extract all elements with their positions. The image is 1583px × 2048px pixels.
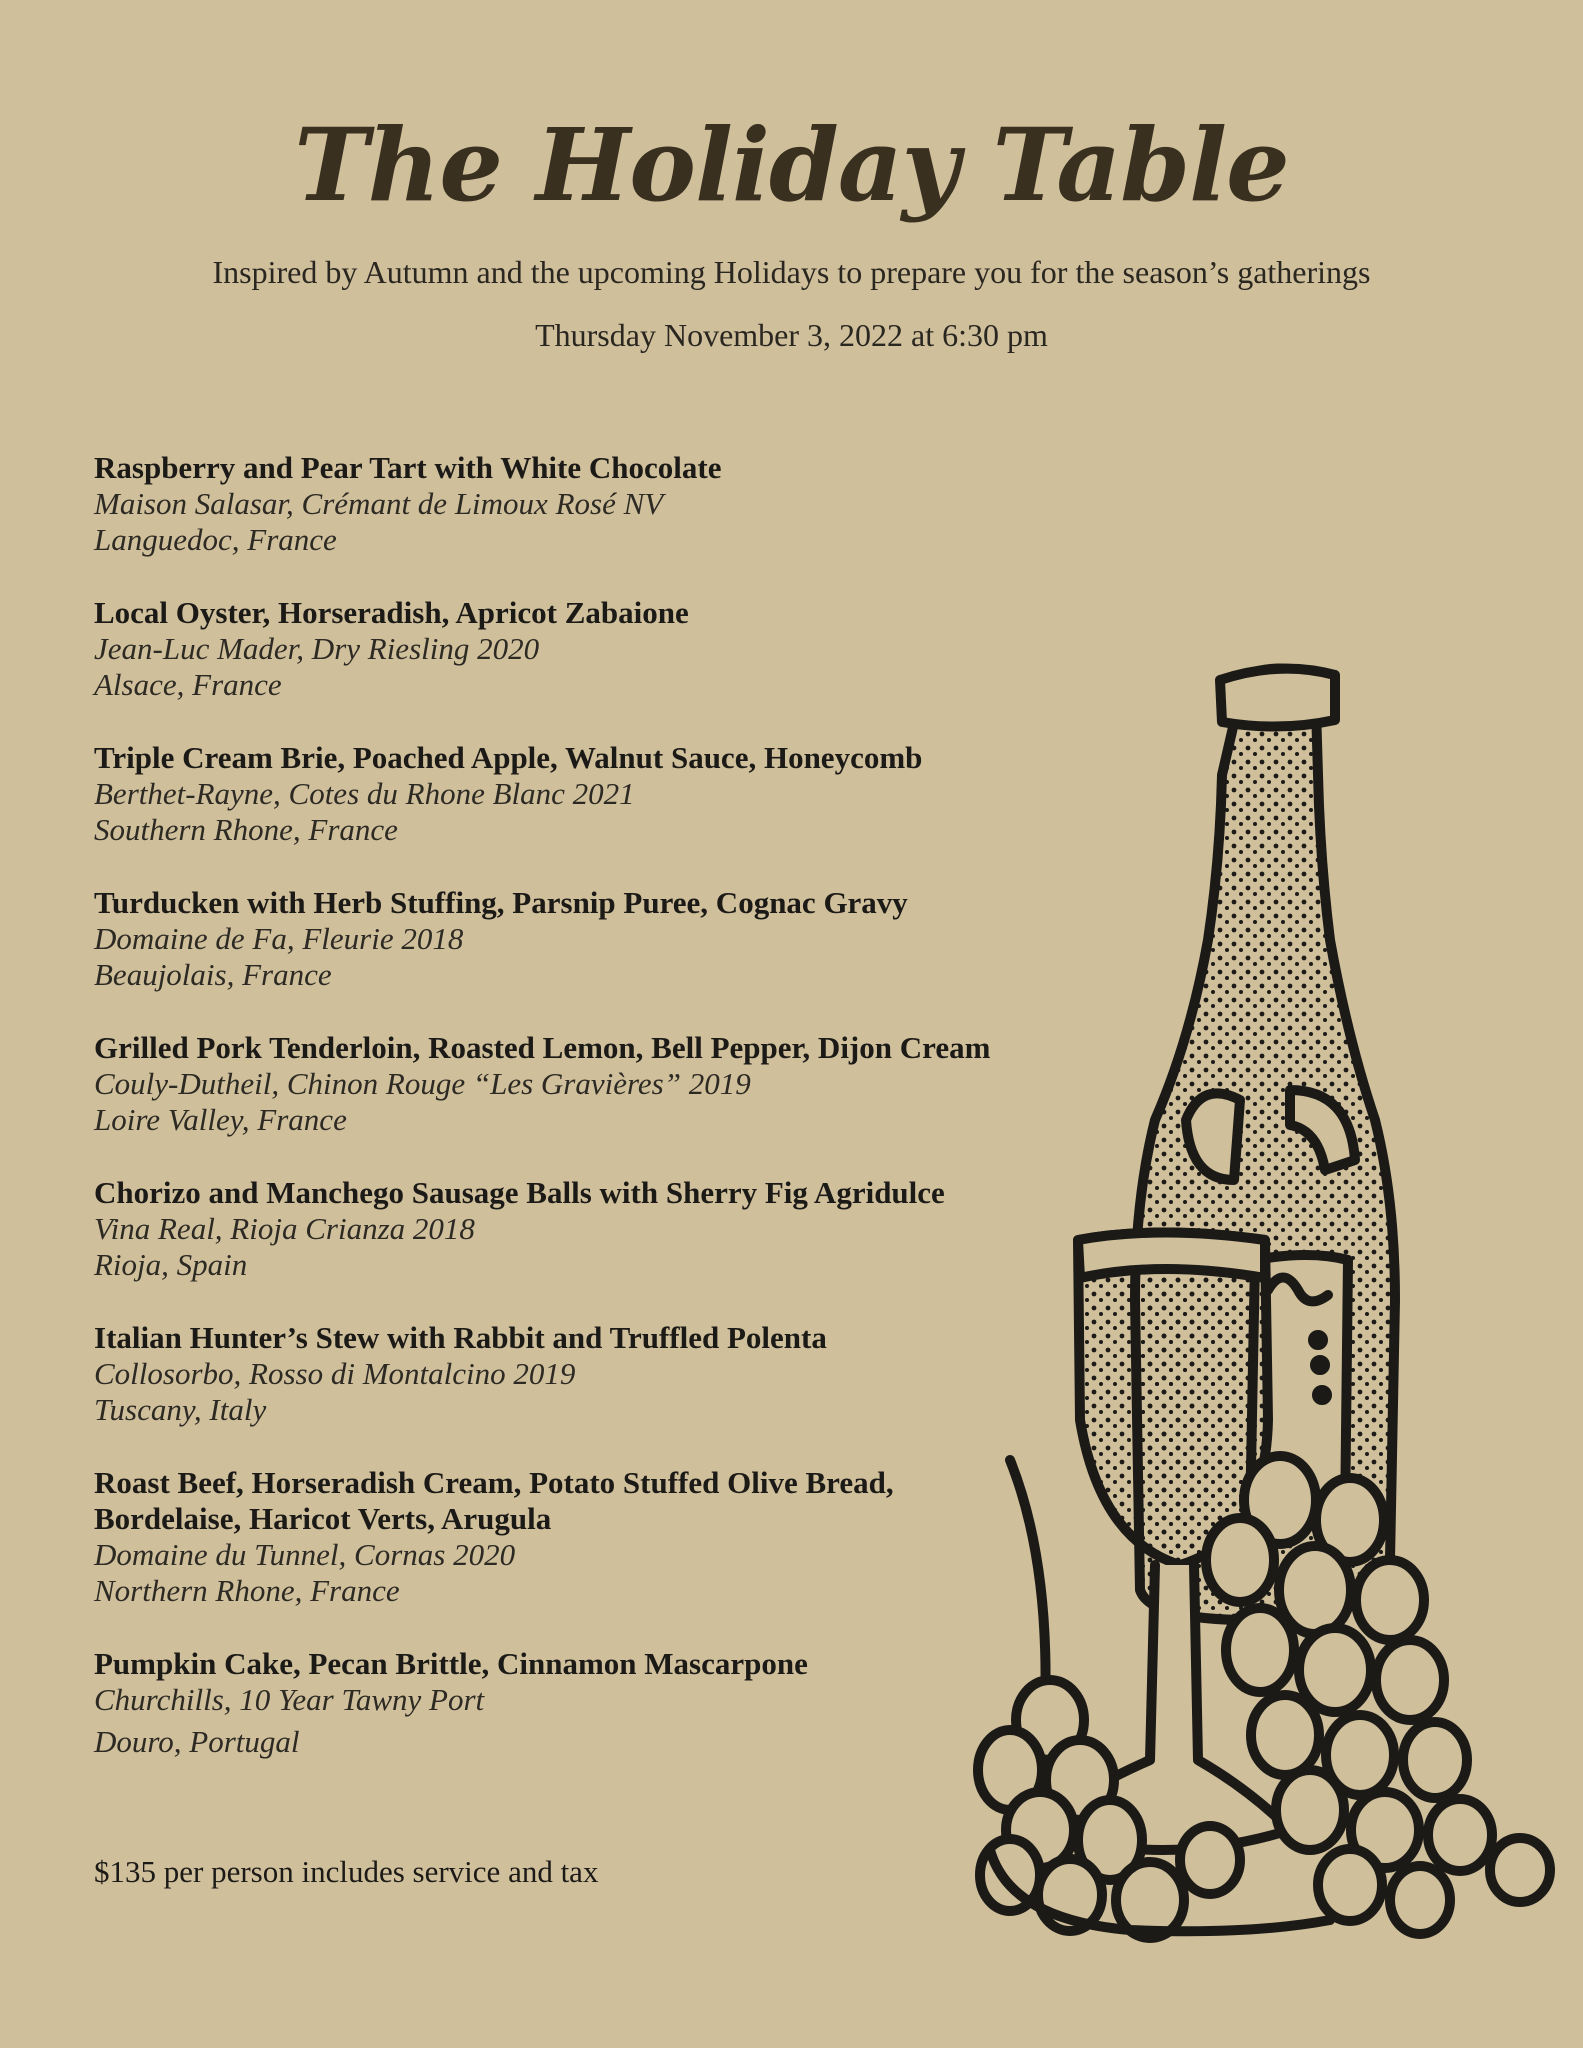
wine-region: Rioja, Spain xyxy=(94,1247,248,1282)
wine-pairing: Vina Real, Rioja Crianza 2018 xyxy=(94,1211,475,1246)
dish-name: Roast Beef, Horseradish Cream, Potato Stuffed Olive Bread, xyxy=(94,1465,894,1500)
wine-pairing: Domaine de Fa, Fleurie 2018 xyxy=(94,921,464,956)
price-note: $135 per person includes service and tax xyxy=(94,1854,599,1889)
wine-region: Languedoc, France xyxy=(94,522,337,557)
dish-name: Pumpkin Cake, Pecan Brittle, Cinnamon Mascarpone xyxy=(94,1646,808,1681)
dish-name: Triple Cream Brie, Poached Apple, Walnut Sauce, Honeycomb xyxy=(94,740,923,775)
dish-name: Local Oyster, Horseradish, Apricot Zabaione xyxy=(94,595,689,630)
wine-region: Tuscany, Italy xyxy=(94,1392,267,1427)
wine-bottle-glass-grapes-icon xyxy=(950,660,1560,1960)
wine-pairing: Collosorbo, Rosso di Montalcino 2019 xyxy=(94,1356,576,1391)
wine-pairing: Churchills, 10 Year Tawny Port xyxy=(94,1682,485,1717)
dish-name: Grilled Pork Tenderloin, Roasted Lemon, Bell Pepper, Dijon Cream xyxy=(94,1030,991,1065)
dish-name: Raspberry and Pear Tart with White Chocolate xyxy=(94,450,722,485)
wine-region: Alsace, France xyxy=(94,667,282,702)
wine-region: Beaujolais, France xyxy=(94,957,332,992)
dish-name: Italian Hunter’s Stew with Rabbit and Truffled Polenta xyxy=(94,1320,827,1355)
wine-pairing: Maison Salasar, Crémant de Limoux Rosé NV xyxy=(94,486,664,521)
dish-name-line2: Bordelaise, Haricot Verts, Arugula xyxy=(94,1501,552,1536)
wine-region: Northern Rhone, France xyxy=(94,1573,400,1608)
page-title: The Holiday Table xyxy=(294,106,1289,224)
wine-pairing: Jean-Luc Mader, Dry Riesling 2020 xyxy=(94,631,540,666)
dish-name: Chorizo and Manchego Sausage Balls with Sherry Fig Agridulce xyxy=(94,1175,945,1210)
wine-region: Loire Valley, France xyxy=(94,1102,347,1137)
wine-pairing: Domaine du Tunnel, Cornas 2020 xyxy=(94,1537,516,1572)
subtitle: Inspired by Autumn and the upcoming Holidays to prepare you for the season’s gatherings xyxy=(212,254,1371,290)
wine-pairing: Couly-Dutheil, Chinon Rouge “Les Gravières” 2019 xyxy=(94,1066,751,1101)
wine-region: Douro, Portugal xyxy=(94,1724,300,1759)
event-date: Thursday November 3, 2022 at 6:30 pm xyxy=(535,317,1048,353)
wine-pairing: Berthet-Rayne, Cotes du Rhone Blanc 2021 xyxy=(94,776,635,811)
dish-name: Turducken with Herb Stuffing, Parsnip Puree, Cognac Gravy xyxy=(94,885,908,920)
course-item xyxy=(94,450,1114,558)
wine-region: Southern Rhone, France xyxy=(94,812,398,847)
